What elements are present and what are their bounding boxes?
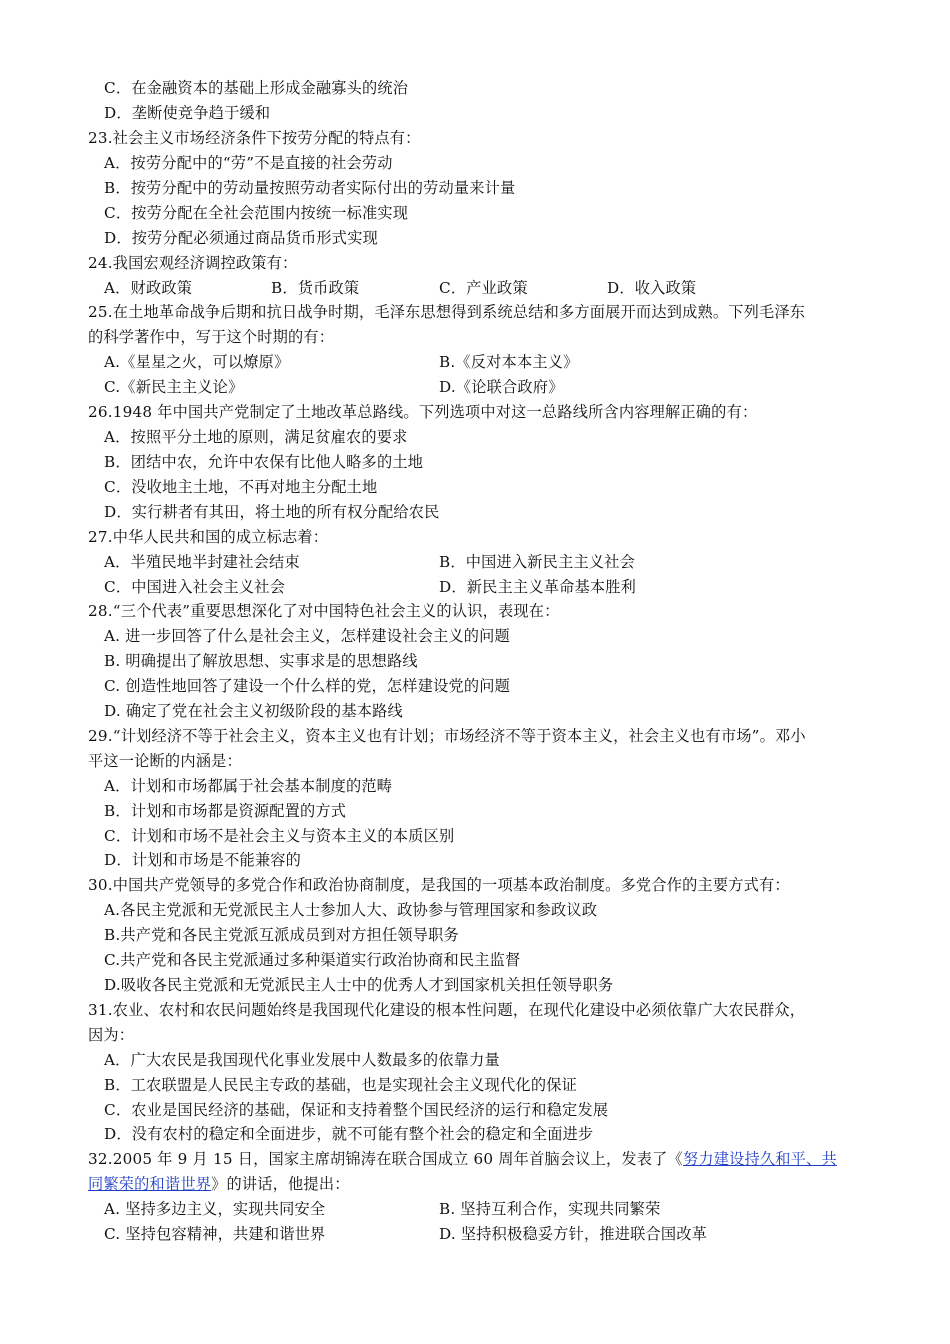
option-line: C. 坚持包容精神，共建和谐世界: [104, 1225, 326, 1243]
option-line: C.共产党和各民主党派通过多种渠道实行政治协商和民主监督: [104, 951, 521, 969]
option-line: A．按照平分土地的原则，满足贫雇农的要求: [104, 428, 408, 446]
speech-title-link[interactable]: 同繁荣的和谐世界: [88, 1175, 212, 1193]
option-line: A.《星星之火，可以燎原》: [104, 353, 290, 371]
question-25: 25.在土地革命战争后期和抗日战争时期，毛泽东思想得到系统总结和多方面展开而达到成熟。下列毛泽东: [88, 303, 806, 321]
question-31: 31.农业、农村和农民问题始终是我国现代化建设的根本性问题，在现代化建设中必须依靠广大农民群众，: [88, 1001, 806, 1019]
option-line: D. 确定了党在社会主义初级阶段的基本路线: [104, 702, 403, 720]
option-line: C．在金融资本的基础上形成金融寡头的统治: [104, 79, 409, 97]
option-line: B．按劳分配中的劳动量按照劳动者实际付出的劳动量来计量: [104, 179, 516, 197]
question-24: 24.我国宏观经济调控政策有：: [88, 254, 298, 272]
option-line: C.《新民主主义论》: [104, 378, 244, 396]
question-32-cont: [88, 1172, 350, 1196]
option-line: B. 坚持互利合作，实现共同繁荣: [439, 1200, 661, 1218]
option-line: A. 进一步回答了什么是社会主义，怎样建设社会主义的问题: [104, 627, 510, 645]
question-32-text: 》的讲话，他提出：: [211, 1175, 350, 1193]
option-line: A．半殖民地半封建社会结束: [104, 553, 300, 571]
option-line: B.《反对本本主义》: [439, 353, 579, 371]
option-line: D.《论联合政府》: [439, 378, 564, 396]
option-line: D．收入政策: [607, 279, 697, 297]
option-line: C．计划和市场不是社会主义与资本主义的本质区别: [104, 827, 455, 845]
option-line: C．中国进入社会主义社会: [104, 578, 286, 596]
question-29: 29.“计划经济不等于社会主义，资本主义也有计划；市场经济不等于资本主义，社会主义也有市场”。邓小: [88, 727, 806, 745]
option-line: D．实行耕者有其田，将土地的所有权分配给农民: [104, 503, 440, 521]
option-line: C．没收地主土地，不再对地主分配土地: [104, 478, 378, 496]
option-line: C．按劳分配在全社会范围内按统一标准实现: [104, 204, 409, 222]
question-23: 23.社会主义市场经济条件下按劳分配的特点有：: [88, 129, 421, 147]
option-line: D．垄断使竞争趋于缓和: [104, 104, 271, 122]
option-line: C．农业是国民经济的基础，保证和支持着整个国民经济的运行和稳定发展: [104, 1101, 609, 1119]
question-25-cont: 的科学著作中，写于这个时期的有：: [88, 328, 335, 346]
question-26: 26.1948 年中国共产党制定了土地改革总路线。下列选项中对这一总路线所含内容理解正确的有：: [88, 403, 758, 421]
speech-title-link[interactable]: 努力建设持久和平、共: [682, 1150, 837, 1168]
question-32-text: 32.2005 年 9 月 15 日，国家主席胡锦涛在联合国成立 60 周年首脑会议上，发表了《: [88, 1150, 683, 1168]
question-32: [88, 1147, 837, 1171]
option-line: D．新民主主义革命基本胜利: [439, 578, 637, 596]
question-31-cont: 因为：: [88, 1026, 135, 1044]
option-line: B．工农联盟是人民民主专政的基础，也是实现社会主义现代化的保证: [104, 1076, 577, 1094]
option-line: A. 坚持多边主义，实现共同安全: [104, 1200, 326, 1218]
option-line: B. 明确提出了解放思想、实事求是的思想路线: [104, 652, 418, 670]
option-line: D．按劳分配必须通过商品货币形式实现: [104, 229, 378, 247]
question-30: 30.中国共产党领导的多党合作和政治协商制度，是我国的一项基本政治制度。多党合作的主要方式有：: [88, 876, 790, 894]
option-line: B.共产党和各民主党派互派成员到对方担任领导职务: [104, 926, 459, 944]
option-line: C. 创造性地回答了建设一个什么样的党，怎样建设党的问题: [104, 677, 511, 695]
option-line: D.吸收各民主党派和无党派民主人士中的优秀人才到国家机关担任领导职务: [104, 976, 614, 994]
option-line: A．财政政策: [104, 279, 193, 297]
option-line: B．团结中农，允许中农保有比他人略多的土地: [104, 453, 424, 471]
option-line: B．中国进入新民主主义社会: [439, 553, 636, 571]
option-line: D．没有农村的稳定和全面进步，就不可能有整个社会的稳定和全面进步: [104, 1125, 594, 1143]
option-line: D．计划和市场是不能兼容的: [104, 851, 302, 869]
question-28: 28.“三个代表”重要思想深化了对中国特色社会主义的认识，表现在：: [88, 602, 560, 620]
option-line: A．广大农民是我国现代化事业发展中人数最多的依靠力量: [104, 1051, 500, 1069]
option-line: A．计划和市场都属于社会基本制度的范畴: [104, 777, 393, 795]
option-line: D. 坚持积极稳妥方针，推进联合国改革: [439, 1225, 708, 1243]
question-27: 27.中华人民共和国的成立标志着：: [88, 528, 329, 546]
option-line: C．产业政策: [439, 279, 528, 297]
option-line: A．按劳分配中的“劳”不是直接的社会劳动: [104, 154, 393, 172]
option-line: B．货币政策: [271, 279, 360, 297]
question-29-cont: 平这一论断的内涵是：: [88, 752, 242, 770]
option-line: A.各民主党派和无党派民主人士参加人大、政协参与管理国家和参政议政: [104, 901, 598, 919]
option-line: B．计划和市场都是资源配置的方式: [104, 802, 347, 820]
